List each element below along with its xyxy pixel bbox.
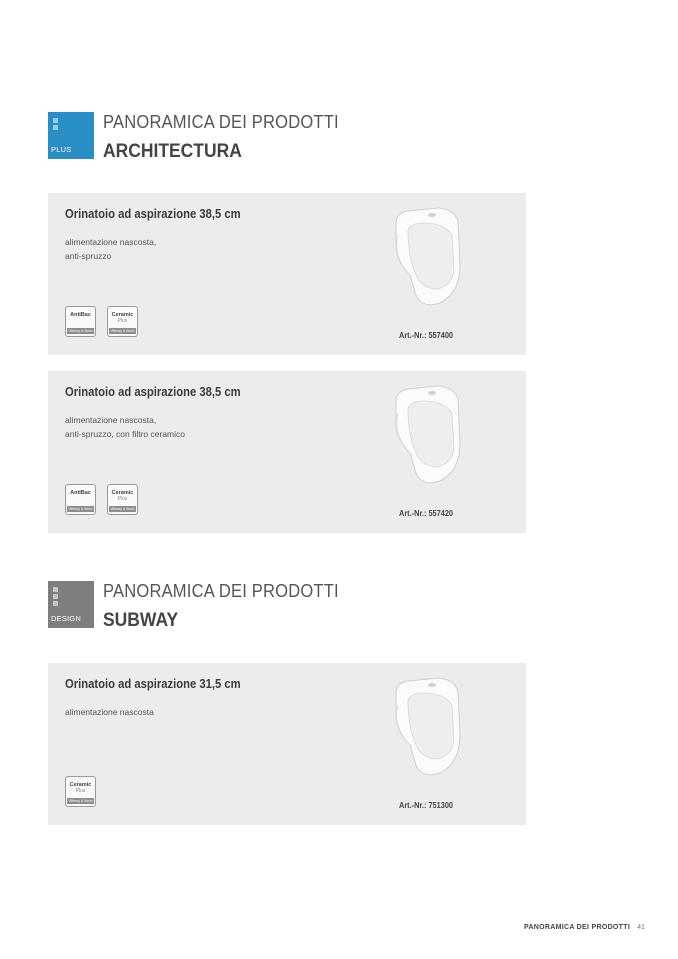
squares-icon <box>53 118 58 132</box>
cert-sublabel: Plus <box>117 318 128 324</box>
cert-sublabel: Plus <box>117 496 128 502</box>
plus-badge <box>48 112 94 159</box>
product-title: Orinatoio ad aspirazione 38,5 cm <box>65 385 241 399</box>
footer-label: PANORAMICA DEI PRODOTTI <box>524 924 631 931</box>
urinal-image <box>388 383 468 493</box>
urinal-image <box>388 205 468 315</box>
section-subtitle: ARCHITECTURA <box>103 141 242 162</box>
description-line: anti-spruzzo <box>65 251 112 261</box>
cert-brand: Villeroy & Boch <box>68 507 93 511</box>
ceramicplus-certification-icon <box>107 306 138 337</box>
design-badge <box>48 581 94 628</box>
section-header-architectura <box>48 112 448 160</box>
product-description <box>65 413 185 441</box>
product-description <box>65 235 156 263</box>
section-title: PANORAMICA DEI PRODOTTI <box>103 581 339 601</box>
description-line: alimentazione nascosta, <box>65 237 157 247</box>
antibac-certification-icon <box>65 484 96 515</box>
article-number: Art.-Nr.: 751300 <box>399 801 454 810</box>
cert-brand: Villeroy & Boch <box>68 329 93 333</box>
product-title: Orinatoio ad aspirazione 31,5 cm <box>65 677 241 691</box>
ceramicplus-certification-icon <box>65 776 96 807</box>
page-number: 41 <box>637 924 645 931</box>
description-line: alimentazione nascosta, <box>65 415 157 425</box>
cert-brand: Villeroy & Boch <box>68 799 93 803</box>
squares-icon <box>53 587 58 608</box>
product-card <box>48 663 526 825</box>
product-card <box>48 371 526 533</box>
article-number: Art.-Nr.: 557400 <box>399 331 454 340</box>
badge-label: DESIGN <box>51 614 81 623</box>
section-header-subway <box>48 581 448 629</box>
antibac-certification-icon <box>65 306 96 337</box>
cert-label: AntiBac <box>70 490 91 496</box>
cert-label: Ceramic <box>69 782 92 788</box>
badge-label: PLUS <box>51 145 72 154</box>
ceramicplus-certification-icon <box>107 484 138 515</box>
cert-brand: Villeroy & Boch <box>110 507 135 511</box>
urinal-image <box>388 675 468 785</box>
cert-brand: Villeroy & Boch <box>110 329 135 333</box>
description-line: anti-spruzzo, con filtro ceramico <box>65 429 185 439</box>
page-footer <box>524 924 645 931</box>
cert-label: AntiBac <box>70 312 91 318</box>
section-subtitle: SUBWAY <box>103 610 179 631</box>
product-description <box>65 705 154 719</box>
section-title: PANORAMICA DEI PRODOTTI <box>103 112 339 132</box>
product-title: Orinatoio ad aspirazione 38,5 cm <box>65 207 241 221</box>
cert-sublabel: Plus <box>75 788 86 794</box>
product-card <box>48 193 526 355</box>
cert-label: Ceramic <box>111 490 134 496</box>
article-number: Art.-Nr.: 557420 <box>399 509 454 518</box>
description-line: alimentazione nascosta <box>65 707 154 717</box>
cert-label: Ceramic <box>111 312 134 318</box>
